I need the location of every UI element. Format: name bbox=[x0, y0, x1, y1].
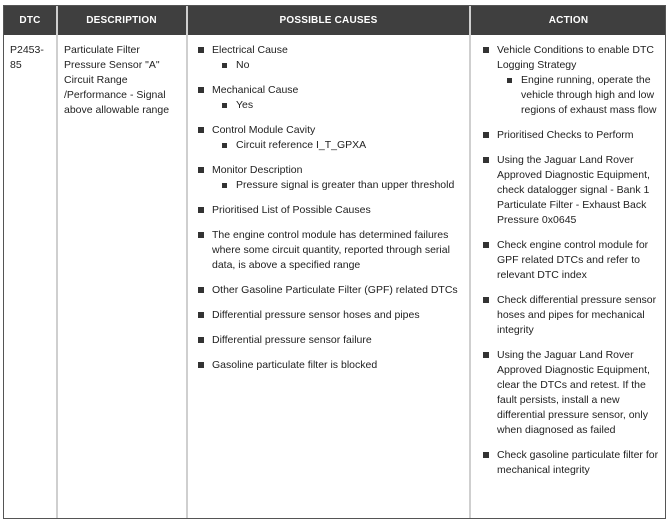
square-bullet-icon bbox=[222, 143, 227, 148]
cell-dtc-code: P2453-85 bbox=[10, 44, 44, 71]
cause-item bbox=[198, 283, 464, 298]
square-bullet-icon bbox=[483, 47, 489, 53]
cause-item bbox=[198, 308, 464, 323]
header-dtc: DTC bbox=[19, 15, 41, 26]
square-bullet-icon bbox=[198, 47, 204, 53]
cell-possible-causes bbox=[198, 35, 464, 518]
sub-list-item-text: No bbox=[236, 59, 250, 71]
sub-list bbox=[497, 73, 663, 118]
action-item bbox=[483, 153, 663, 228]
square-bullet-icon bbox=[198, 287, 204, 293]
square-bullet-icon bbox=[198, 207, 204, 213]
cause-item bbox=[198, 333, 464, 348]
cause-item-text: Mechanical Cause bbox=[212, 84, 299, 96]
cause-item bbox=[198, 358, 464, 373]
square-bullet-icon bbox=[222, 183, 227, 188]
square-bullet-icon bbox=[198, 312, 204, 318]
square-bullet-icon bbox=[483, 452, 489, 458]
square-bullet-icon bbox=[222, 103, 227, 108]
action-item-text: Vehicle Conditions to enable DTC Logging Strategy bbox=[497, 44, 655, 71]
square-bullet-icon bbox=[483, 352, 489, 358]
cause-item-text: Gasoline particulate filter is blocked bbox=[212, 359, 378, 371]
cause-item-text: Differential pressure sensor failure bbox=[212, 334, 372, 346]
cause-item-text: Electrical Cause bbox=[212, 44, 288, 56]
sub-list bbox=[212, 58, 464, 73]
action-item-text: Using the Jaguar Land Rover Approved Diagnostic Equipment, check datalogger signal - Bank 1 Particulate Filter - Exhaust Back Pressure 0x0645 bbox=[497, 154, 650, 226]
square-bullet-icon bbox=[483, 297, 489, 303]
sub-list-item bbox=[212, 178, 464, 193]
action-item bbox=[483, 448, 663, 478]
dtc-table bbox=[3, 5, 666, 519]
action-item bbox=[483, 128, 663, 143]
action-item-text: Prioritised Checks to Perform bbox=[497, 129, 634, 141]
cause-item-text: The engine control module has determined failures where some circuit quantity, reported through serial data, is above a specified range bbox=[212, 229, 450, 271]
action-item-text: Check engine control module for GPF related DTCs and refer to relevant DTC index bbox=[497, 239, 649, 281]
sub-list-item-text: Yes bbox=[236, 99, 254, 111]
cause-item bbox=[198, 123, 464, 153]
action-item bbox=[483, 293, 663, 338]
square-bullet-icon bbox=[198, 337, 204, 343]
column-divider bbox=[56, 6, 58, 518]
cause-item-text: Prioritised List of Possible Causes bbox=[212, 204, 371, 216]
causes-list bbox=[198, 43, 464, 373]
square-bullet-icon bbox=[198, 127, 204, 133]
sub-list-item-text: Pressure signal is greater than upper threshold bbox=[236, 179, 455, 191]
table-header bbox=[4, 6, 665, 35]
action-item-text: Check differential pressure sensor hoses and pipes for mechanical integrity bbox=[497, 294, 657, 336]
cell-description: Particulate Filter Pressure Sensor "A" Circuit Range /Performance - Signal above allowable range bbox=[64, 44, 170, 116]
column-divider bbox=[469, 6, 471, 518]
header-action: ACTION bbox=[548, 15, 589, 26]
header-possible-causes: POSSIBLE CAUSES bbox=[279, 15, 378, 26]
cause-item bbox=[198, 163, 464, 193]
sub-list-item bbox=[212, 98, 464, 113]
sub-list bbox=[212, 138, 464, 153]
action-item-text: Check gasoline particulate filter for mechanical integrity bbox=[497, 449, 659, 476]
sub-list-item bbox=[212, 138, 464, 153]
square-bullet-icon bbox=[507, 78, 512, 83]
cause-item bbox=[198, 83, 464, 113]
actions-list bbox=[483, 43, 663, 478]
square-bullet-icon bbox=[198, 232, 204, 238]
action-item-text: Using the Jaguar Land Rover Approved Diagnostic Equipment, clear the DTCs and retest. If the fault persists, install a new differential pressure sensor, only when diagnosed as failed bbox=[497, 349, 650, 436]
cause-item-text: Monitor Description bbox=[212, 164, 303, 176]
action-item bbox=[483, 43, 663, 118]
sub-list-item bbox=[212, 58, 464, 73]
sub-list-item bbox=[497, 73, 663, 118]
square-bullet-icon bbox=[483, 157, 489, 163]
action-item bbox=[483, 238, 663, 283]
cause-item-text: Other Gasoline Particulate Filter (GPF) related DTCs bbox=[212, 284, 458, 296]
cause-item bbox=[198, 203, 464, 218]
square-bullet-icon bbox=[198, 87, 204, 93]
cause-item-text: Differential pressure sensor hoses and pipes bbox=[212, 309, 420, 321]
sub-list bbox=[212, 98, 464, 113]
square-bullet-icon bbox=[222, 63, 227, 68]
action-item bbox=[483, 348, 663, 438]
sub-list-item-text: Engine running, operate the vehicle through high and low regions of exhaust mass flow bbox=[521, 74, 657, 116]
sub-list-item-text: Circuit reference I_T_GPXA bbox=[236, 139, 367, 151]
cause-item bbox=[198, 43, 464, 73]
sub-list bbox=[212, 178, 464, 193]
header-description: DESCRIPTION bbox=[86, 15, 157, 26]
square-bullet-icon bbox=[483, 132, 489, 138]
column-divider bbox=[186, 6, 188, 518]
cell-action bbox=[483, 35, 663, 518]
square-bullet-icon bbox=[198, 167, 204, 173]
square-bullet-icon bbox=[483, 242, 489, 248]
square-bullet-icon bbox=[198, 362, 204, 368]
cause-item-text: Control Module Cavity bbox=[212, 124, 316, 136]
cause-item bbox=[198, 228, 464, 273]
